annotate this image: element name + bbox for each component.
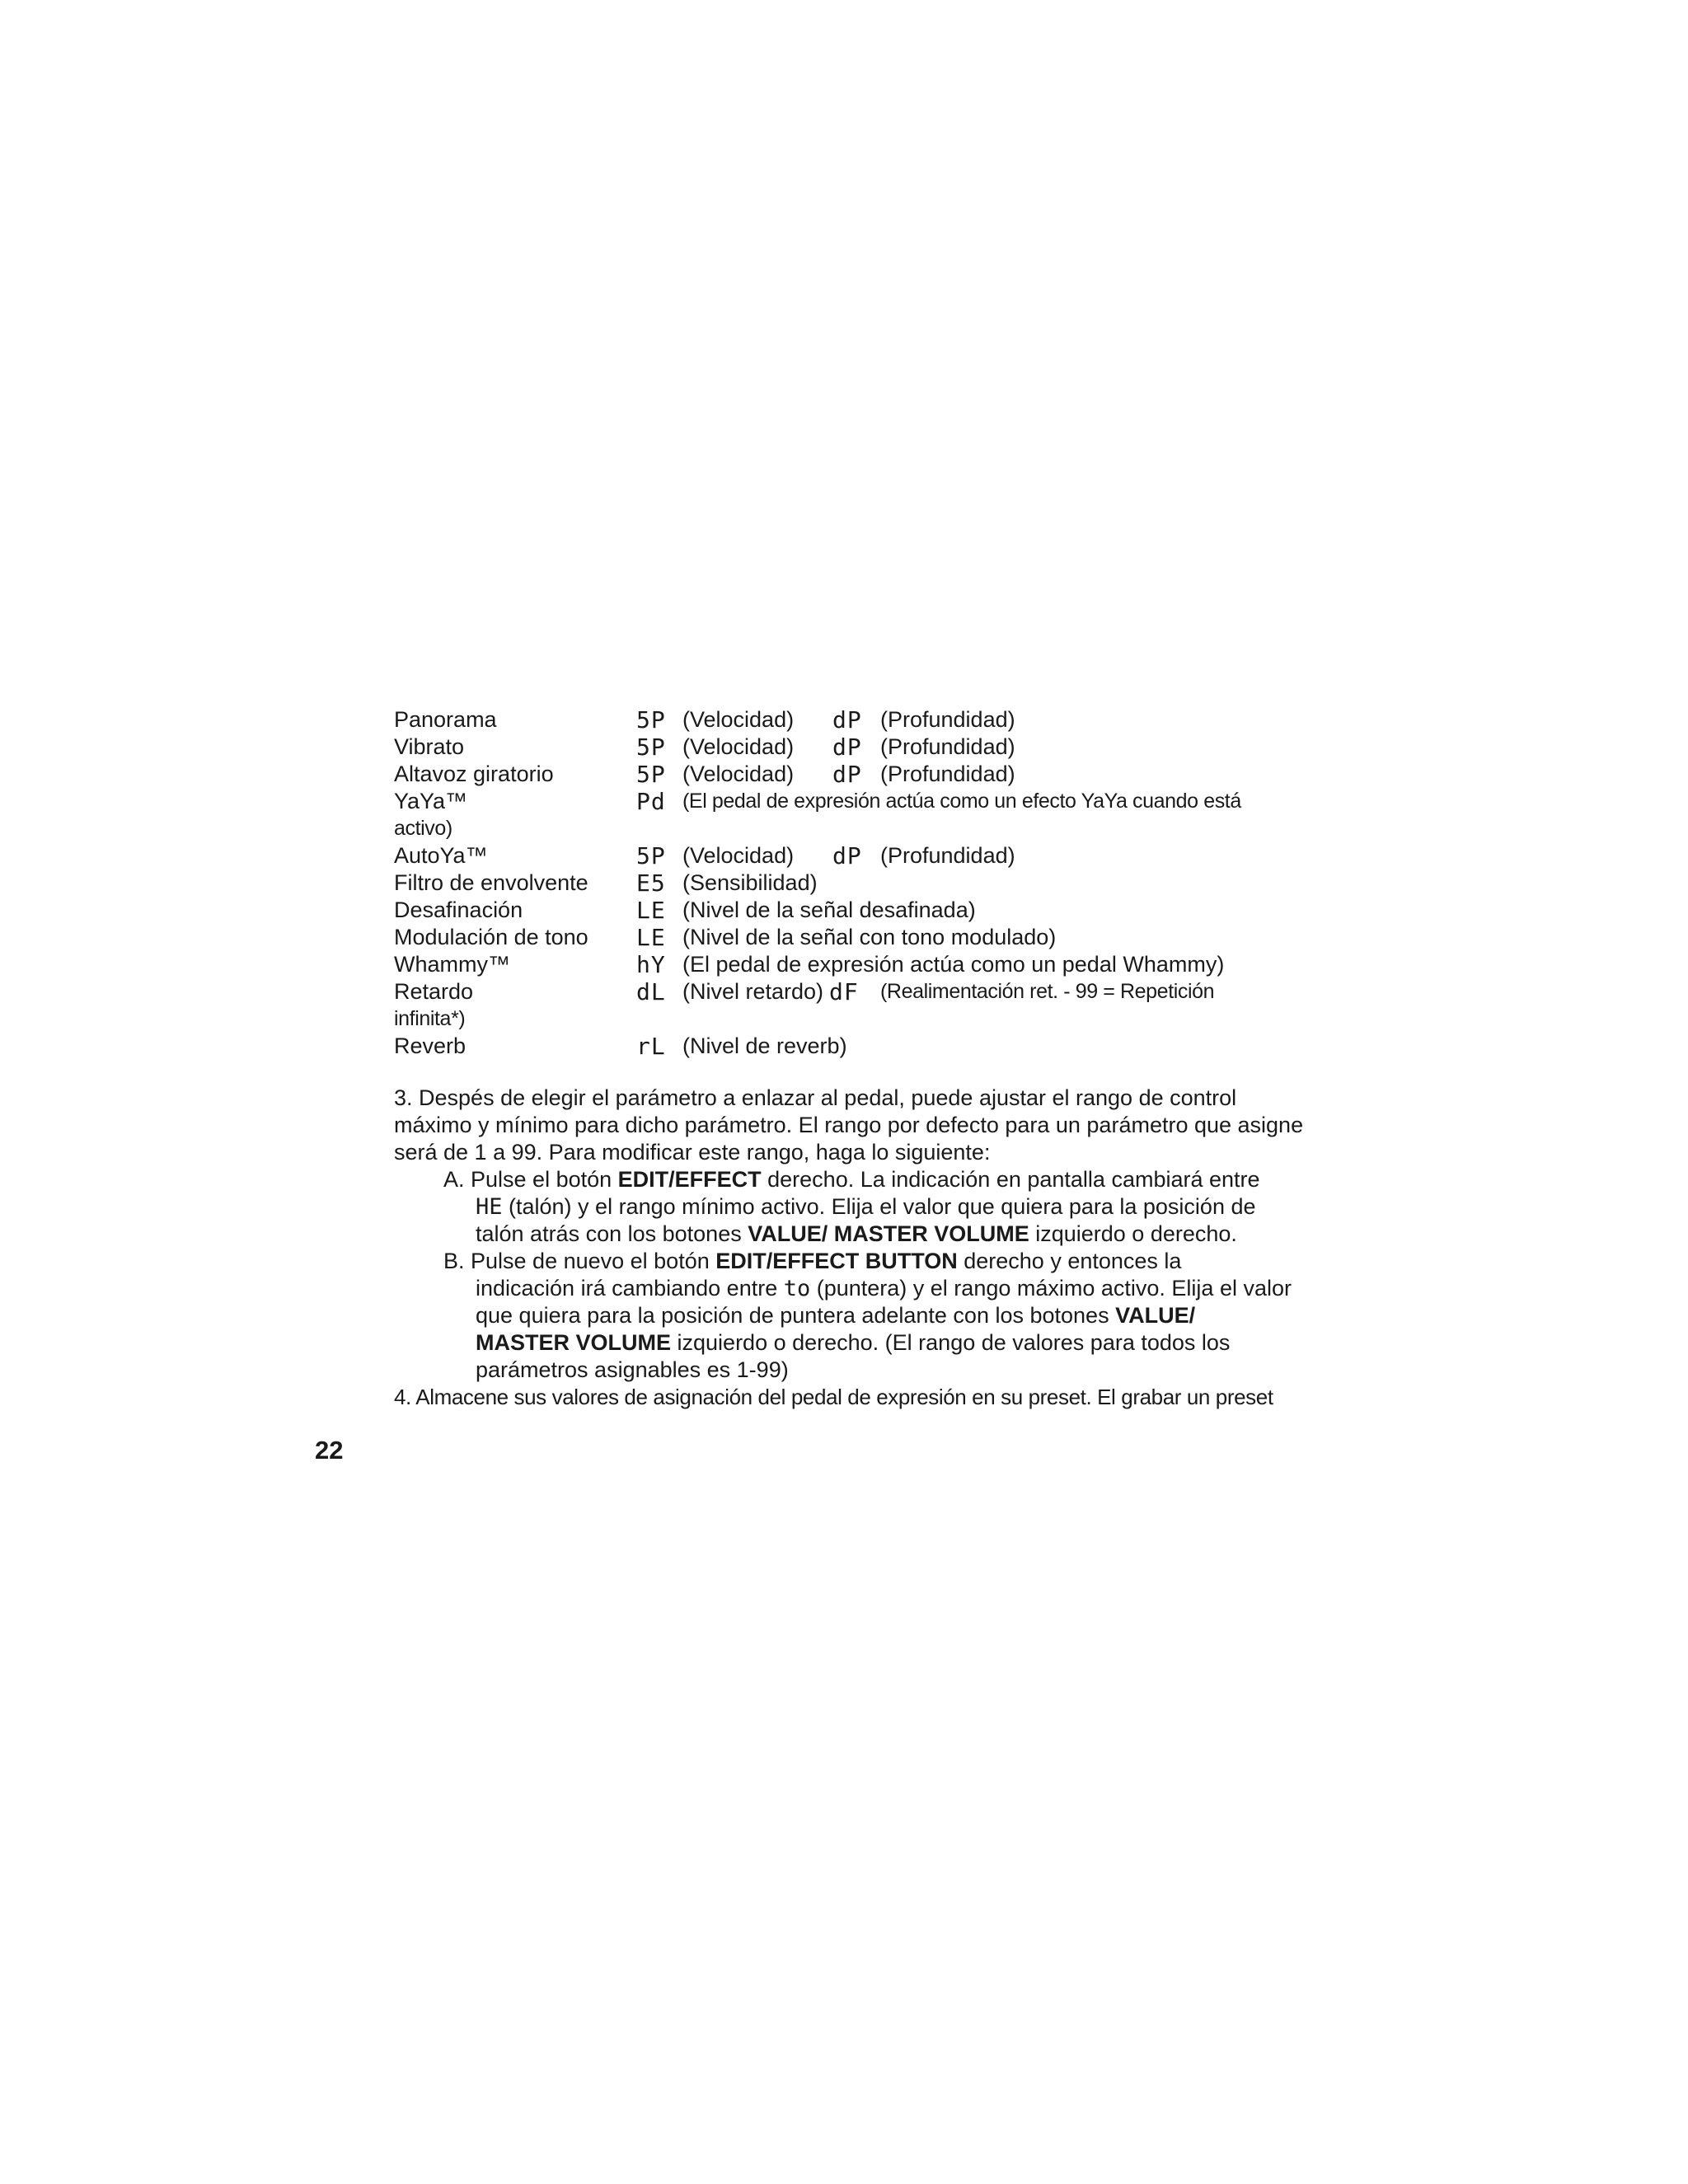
effect-name: YaYa™ — [394, 789, 468, 813]
value-label: VALUE/ — [1115, 1303, 1196, 1328]
parameter-description: (Velocidad) — [682, 734, 795, 759]
display-code: to — [783, 1276, 811, 1301]
parameter-description: (Profundidad) — [880, 734, 1015, 759]
effect-name: Vibrato — [394, 734, 465, 759]
paragraph-line — [476, 1193, 1256, 1221]
parameter-description: (Nivel retardo) — [682, 979, 824, 1004]
effect-name: Retardo — [394, 979, 474, 1004]
master-volume-label: MASTER VOLUME — [476, 1330, 672, 1355]
display-code: dP — [832, 761, 862, 788]
paragraph-line: máximo y mínimo para dicho parámetro. El rango por defecto para un parámetro que asigne — [394, 1113, 1304, 1137]
effect-name-continued: infinita*) — [394, 1007, 466, 1030]
parameter-description: (Sensibilidad) — [682, 870, 818, 895]
effect-name: Reverb — [394, 1033, 467, 1058]
effect-name: Whammy™ — [394, 952, 510, 977]
effect-name: Modulación de tono — [394, 925, 588, 949]
effect-name: Panorama — [394, 707, 497, 732]
display-code: E5 — [636, 869, 666, 897]
paragraph-line — [476, 1302, 1195, 1329]
paragraph-line: parámetros asignables es 1-99) — [476, 1357, 789, 1382]
step-b-text: (puntera) y el rango máximo activo. Elija el valor — [810, 1276, 1292, 1301]
value-master-volume-label: VALUE/ MASTER VOLUME — [748, 1221, 1029, 1246]
parameter-description: (Velocidad) — [682, 707, 795, 732]
effect-name-continued: activo) — [394, 817, 452, 840]
parameter-description: (El pedal de expresión actúa como un pedal Whammy) — [682, 952, 1225, 977]
display-code: rL — [636, 1033, 666, 1060]
display-code: hY — [636, 951, 666, 978]
step-b-text: B. Pulse de nuevo el botón — [443, 1249, 716, 1273]
display-code: Pd — [636, 788, 666, 815]
effect-name: AutoYa™ — [394, 843, 488, 868]
display-code: 5P — [636, 842, 666, 869]
parameter-description: (Nivel de la señal desafinada) — [682, 898, 976, 922]
display-code: dP — [832, 706, 862, 733]
display-code: 5P — [636, 761, 666, 788]
display-code: dF — [829, 978, 859, 1005]
display-code: dP — [832, 842, 862, 869]
step-b-text: que quiera para la posición de puntera adelante con los botones — [476, 1303, 1116, 1328]
step-a-text: A. Pulse el botón — [443, 1167, 618, 1192]
paragraph-line — [443, 1166, 1260, 1193]
paragraph-line: será de 1 a 99. Para modificar este rango, haga lo siguiente: — [394, 1140, 991, 1165]
parameter-description: (Velocidad) — [682, 843, 795, 868]
step-a-text: izquierdo o derecho. — [1029, 1221, 1237, 1246]
effect-name: Altavoz giratorio — [394, 762, 554, 786]
effect-name: Desafinación — [394, 898, 523, 922]
step-a-text: (talón) y el rango mínimo activo. Elija el valor que quiera para la posición de — [502, 1194, 1256, 1219]
display-code: dP — [832, 733, 862, 761]
display-code: dL — [636, 978, 666, 1005]
display-code: LE — [636, 924, 666, 951]
paragraph-line — [476, 1221, 1237, 1248]
paragraph-line — [443, 1248, 1181, 1275]
step-a-text: talón atrás con los botones — [476, 1221, 748, 1246]
paragraph-line — [476, 1275, 1292, 1302]
step-b-text: izquierdo o derecho. (El rango de valores para todos los — [671, 1330, 1231, 1355]
step-a-text: derecho. La indicación en pantalla cambiará entre — [761, 1167, 1260, 1192]
parameter-description: (Profundidad) — [880, 843, 1015, 868]
step-b-text: derecho y entonces la — [957, 1249, 1182, 1273]
parameter-description: (Nivel de reverb) — [682, 1033, 847, 1058]
parameter-description: (Nivel de la señal con tono modulado) — [682, 925, 1057, 949]
parameter-description: (Profundidad) — [880, 762, 1015, 786]
parameter-description: (Velocidad) — [682, 762, 795, 786]
paragraph-line — [476, 1329, 1230, 1357]
display-code: LE — [636, 897, 666, 924]
edit-effect-button-label: EDIT/EFFECT — [617, 1167, 762, 1192]
parameter-description: (Realimentación ret. - 99 = Repetición — [880, 980, 1215, 1003]
display-code: HE — [476, 1194, 503, 1220]
paragraph-line: 4. Almacene sus valores de asignación del pedal de expresión en su preset. El grabar un preset — [394, 1385, 1273, 1409]
parameter-description: (Profundidad) — [880, 707, 1015, 732]
parameter-description: (El pedal de expresión actúa como un efecto YaYa cuando está — [682, 790, 1241, 813]
step-b-text: indicación irá cambiando entre — [476, 1276, 784, 1301]
paragraph-line: 3. Despés de elegir el parámetro a enlazar al pedal, puede ajustar el rango de control — [394, 1085, 1237, 1110]
edit-effect-button-label: EDIT/EFFECT BUTTON — [715, 1249, 958, 1273]
page-number: 22 — [315, 1436, 344, 1465]
display-code: 5P — [636, 706, 666, 733]
effect-name: Filtro de envolvente — [394, 870, 588, 895]
display-code: 5P — [636, 733, 666, 761]
